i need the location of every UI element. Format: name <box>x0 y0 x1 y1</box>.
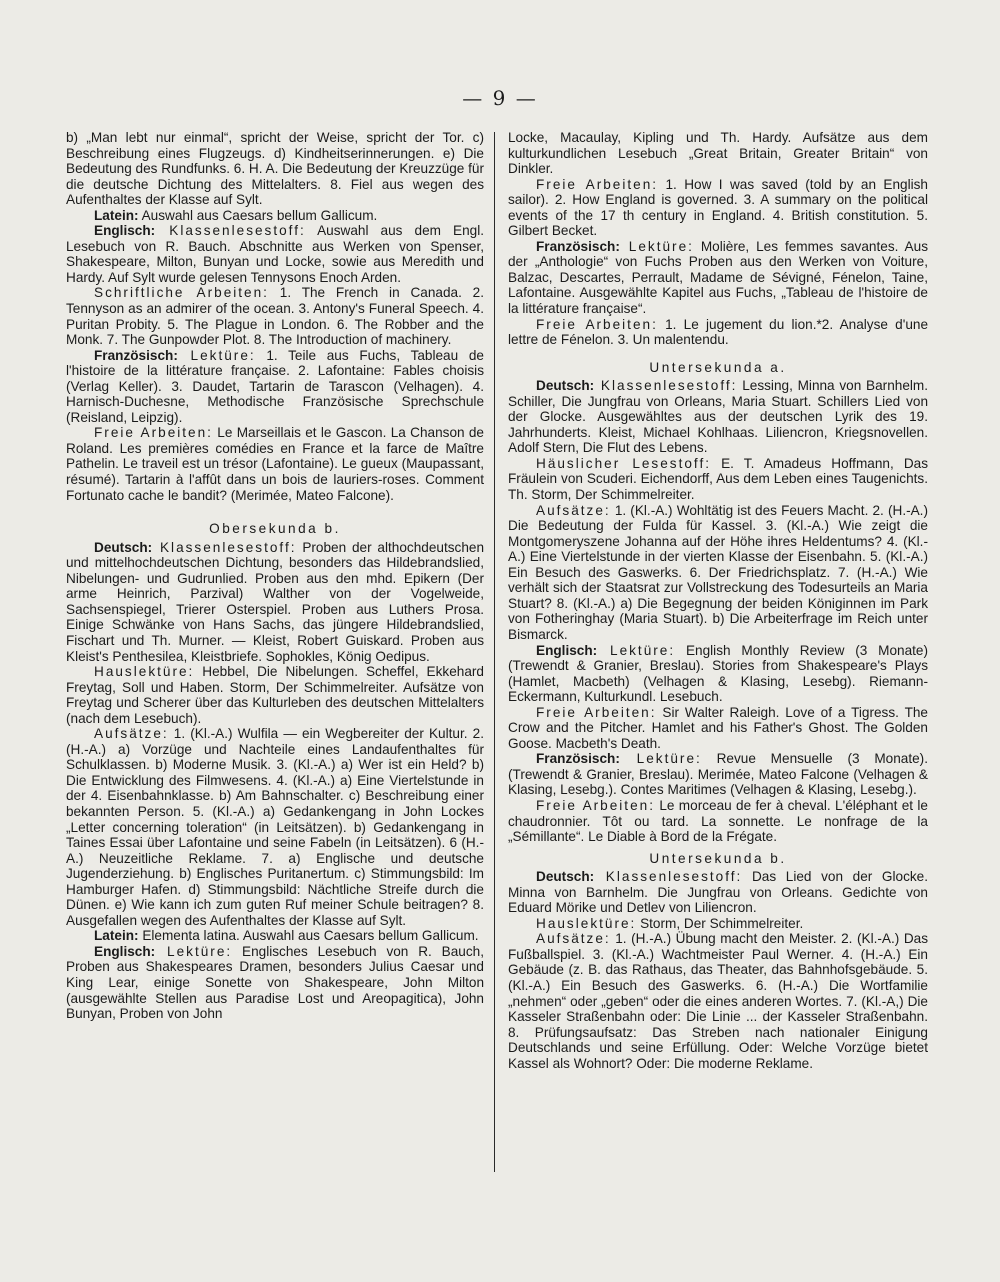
paragraph-text: Molière, Les femmes savantes. Aus der „Anthologie“ von Fuchs Proben aus den Werken von Voiture, Balzac, Descartes, Perrault, Madame de Sévigné, Fénelon, Taine, Lafontaine. Ausgewählte Kapitel aus Fuchs, „Tableau de l'histoire de la littérature française“. <box>508 238 928 317</box>
section-label: Freie Arbeiten: <box>536 704 657 720</box>
paragraph <box>66 928 484 944</box>
paragraph-text: Revue Mensuelle (3 Monate). (Trewendt & Granier, Breslau). Merimée, Mateo Falcone (Velhagen & Klasing, Lesebg.). Contes Maritimes (Velhagen & Klasing, Lesebg.). <box>508 751 928 798</box>
section-label: Klassenlesestoff: <box>152 539 297 555</box>
paragraph-text: 1. (H.-A.) Übung macht den Meister. 2. (Kl.-A.) Das Fußballspiel. 3. (Kl.-A.) Wachtmeister Paul Werner. 4. (H.-A.) Ein Gebäude (z. B. das Rathaus, das Theater, das Bahnhofsgebäude. 5. (Kl.-A.) Ein Besuch des Gaswerks. 6. (H.-A.) Die Wortfamilie „nehmen“ oder „geben“ oder die eines anderen Wortes. 7. (Kl.-A,) Die Kasseler Straßenbahn oder: Die Linie ... der Kasseler Straßenbahn. 8. Prüfungsaufsatz: Das Streben nach nationaler Einigung Deutschlands und seine Erfüllung. Oder: Welche Vorzüge bietet Kassel als Wohnort? Oder: Die moderne Reklame. <box>508 931 928 1071</box>
section-label: Häuslicher Lesestoff: <box>536 455 712 471</box>
section-label: Klassenlesestoff: <box>594 869 743 885</box>
paragraph-text: Proben der althochdeutschen und mittelhochdeutschen Dichtung, besonders das Hildebrandslied, Nibelungen- und Gudrunlied. Proben aus den mhd. Epikern (Der arme Heinrich, Parzival) Walther von der Vogelweide, Sachsenspiegel, Trierer Osterspiel. Proben aus Luthers Prosa. Einige Schwänke von Hans Sachs, das jüngere Hildebrandslied, Fischart und Th. Murner. — Kleist, Robert Guiskard. Proben aus Kleist's Penthesilea, Kleistbriefe. Sophokles, König Oedipus. <box>66 539 484 664</box>
paragraph-text: Auswahl aus dem Engl. Lesebuch von R. Bauch. Abschnitte aus Werken von Spenser, Shakespeare, Milton, Bunyan und Locke, sowie aus Meredith und Hardy. Auf Sylt wurde gelesen Tennysons Enoch Arden. <box>66 223 485 285</box>
paragraph <box>508 916 928 932</box>
section-label: Freie Arbeiten: <box>536 316 658 332</box>
paragraph <box>508 456 928 503</box>
paragraph-text: 1. How I was saved (told by an English sailor). 2. How England is governed. 3. A summary on the political events of the 17 th century in England. 4. British constitution. 5. Gilbert Becket. <box>508 176 928 239</box>
subject-label: Französisch: <box>536 238 620 254</box>
paragraph <box>66 664 484 726</box>
subject-label: Deutsch: <box>94 539 153 555</box>
paragraph-text: Elementa latina. Auswahl aus Caesars bellum Gallicum. <box>138 928 479 944</box>
paragraph <box>508 798 928 845</box>
paragraph <box>66 726 484 928</box>
section-label: Hauslektüre: <box>536 915 637 931</box>
paragraph-text: E. T. Amadeus Hoffmann, Das Fräulein von Scuderi. Eichendorff, Aus dem Leben eines Taugenichts. Th. Storm, Der Schimmelreiter. <box>508 455 928 503</box>
page-number: — 9 — <box>462 86 538 110</box>
subject-label: Englisch: <box>536 642 598 658</box>
paragraph <box>508 317 928 348</box>
paragraph <box>66 285 484 347</box>
section-label: Freie Arbeiten: <box>536 176 659 192</box>
paragraph-text: Le morceau de fer à cheval. L'éléphant et le chaudronnier. Tôt ou tard. La sonnette. Le nonfrage de la „Sémillante“. Le Diable à Bord de la Frégate. <box>508 797 928 845</box>
paragraph <box>66 348 484 426</box>
section-label: Schriftliche Arbeiten: <box>94 285 269 301</box>
section-label: Lektüre: <box>619 751 702 767</box>
paragraph <box>508 503 928 643</box>
section-label: Lektüre: <box>619 238 694 254</box>
paragraph <box>508 705 928 752</box>
paragraph-text: Lessing, Minna von Barnhelm. Schiller, Die Jungfrau von Orleans, Maria Stuart. Schillers Lied von der Glocke. Ausgewähltes aus der deutschen Lyrik des 19. Jahrhunderts. Kleist, Michael Kohlhaas. Liliencron, Kriegsnovellen. Adolf Stern, Die Flut des Lebens. <box>508 378 929 456</box>
section-label: Freie Arbeiten: <box>536 797 655 813</box>
paragraph <box>66 944 484 1022</box>
paragraph-text: Le Marseillais et le Gascon. La Chanson de Roland. Les premières comédies en France et la farce de Maître Pathelin. Le traveil est un trésor (Lafontaine). Le gueux (Maupassant, résumé). Tartarin à l'affût dans un bois de lauriers-roses. Comment Fortunato cache le bandit? (Merimée, Mateo Falcone). <box>66 425 484 503</box>
section-label: Aufsätze: <box>536 502 611 518</box>
class-heading: Untersekunda b. <box>649 850 787 866</box>
paragraph <box>508 751 928 798</box>
subject-label: Deutsch: <box>536 378 595 394</box>
section-label: Hauslektüre: <box>94 664 195 680</box>
paragraph <box>508 643 928 705</box>
right-column <box>508 130 928 1071</box>
paragraph-text: 1. Teile aus Fuchs, Tableau de l'histoire de la littérature française. 2. Lafontaine: Fables choisis (Verlag Keller). 3. Daudet, Tartarin de Tarascon (Velhagen). 4. Harnisch-Duchesne, Methodische Französische Sprechschule (Reisland, Leipzig). <box>66 347 484 425</box>
paragraph-text: 1. (Kl.-A.) Wulfila — ein Wegbereiter der Kultur. 2. (H.-A.) a) Vorzüge und Nachteile eines Landaufenthaltes für Schulklassen. b) Moderne Musik. 3. (Kl.-A.) a) Wer ist ein Held? b) Die Entwicklung des Filmwesens. 4. (Kl.-A.) a) Eine Viertelstunde in der 4. Eisenbahnklasse. b) Am Bahnschalter. c) Beschreibung einer bekannten Person. 5. (Kl.-A.) a) Gedankengang in John Lockes „Letter concerning toleration“ (in Leitsätzen). b) Gedankengang in Taines Essai über Lafontaine und seine Fabeln (in Leitsätzen). 6 (H.-A.) Neuzeitliche Reklame. 7. a) Englische und deutsche Jugenderziehung. b) Englisches Puritanertum. c) Stimmungsbild: Im Hamburger Hafen. d) Stimmungsbild: Nächtliche Streife durch die Dünen. e) Wie kann ich zum guten Ruf meiner Schule beitragen? 8. Ausgefallen wegen des Aufenthaltes der Klasse auf Sylt. <box>66 726 484 928</box>
section-label: Freie Arbeiten: <box>94 425 213 441</box>
subject-label: Latein: <box>94 928 139 944</box>
subject-label: Latein: <box>94 207 139 223</box>
paragraph <box>66 540 484 664</box>
subject-label: Englisch: <box>94 943 156 959</box>
left-column <box>66 130 484 1022</box>
paragraph <box>508 869 928 916</box>
subject-label: Deutsch: <box>536 869 595 885</box>
paragraph <box>508 239 928 317</box>
paragraph-text: 1. Le jugement du lion.*2. Analyse d'une lettre de Fénelon. 3. Un malentendu. <box>508 316 929 348</box>
paragraph <box>508 177 928 239</box>
paragraph-text: English Monthly Review (3 Monate) (Trewendt & Granier, Breslau). Stories from Shakespeare's Plays (Hamlet, Macbeth) (Velhagen & Klasing, Lesebg). Riemann-Eckermann, Kulturkundl. Lesebuch. <box>508 642 928 705</box>
paragraph-text: 1. (Kl.-A.) Wohltätig ist des Feuers Macht. 2. (H.-A.) Die Bedeutung der Fulda für Kassel. 3. (Kl.-A.) Wie zeigt die Montgomeryszene Johanna auf der Höhe ihres Heldentums? 4. (Kl.-A.) Eine Viertelstunde in der vierten Klasse der Eisenbahn. 5. (Kl.-A.) Ein Besuch des Gaswerks. 6. Der Friedrichsplatz. 7. (H.-A.) Wie verhält sich der Staatsrat zur Vollstreckung des Todesurteils an Maria Stuart? 8. (Kl.-A.) a) Die Begegnung der beiden Königinnen im Park von Fotheringhay (Maria Stuart). b) Die Arbeiterfrage im Reich unter Bismarck. <box>508 502 928 642</box>
paragraph <box>66 208 484 224</box>
subject-label: Englisch: <box>94 223 156 239</box>
paragraph-text: Sir Walter Raleigh. Love of a Tigress. The Crow and the Pitcher. Hamlet and his Father's Ghost. The Golden Goose. Macbeth's Death. <box>508 704 928 751</box>
paragraph <box>66 223 484 285</box>
paragraph-text: Englisches Lesebuch von R. Bauch, Proben aus Shakespeares Dramen, besonders Julius Caesar und King Lear, einige Sonette von Shakespeare, John Milton (ausgewählte Stellen aus Paradise Lost und Areopagitica), John Bunyan, Proben von John <box>66 943 484 1022</box>
paragraph-text: Hebbel, Die Nibelungen. Scheffel, Ekkehard Freytag, Soll und Haben. Storm, Der Schimmelreiter. Aufsätze von Freytag und Scherer über das Kulturleben des deutschen Mittelalters (nach dem Lesebuch). <box>66 664 484 726</box>
paragraph: Locke, Macaulay, Kipling und Th. Hardy. Aufsätze aus dem kulturkundlichen Lesebuch „Great Britain, Greater Britain“ von Dinkler. <box>508 130 928 177</box>
paragraph: b) „Man lebt nur einmal“, spricht der Weise, spricht der Tor. c) Beschreibung eines Flugzeugs. d) Kindheitserinnerungen. e) Die Bedeutung des Rundfunks. 6. H. A. Die Bedeutung der Kreuzzüge für die deutsche Dichtung des Mittelalters. 8. Fiel aus wegen des Aufenthaltes der Klasse auf Sylt. <box>66 130 484 208</box>
paragraph-text: 1. The French in Canada. 2. Tennyson as an admirer of the ocean. 3. Antony's Funeral Speech. 4. Puritan Probity. 5. The Plague in London. 6. The Robber and the Monk. 7. The Gunpowder Plot. 8. The Introduction of machinery. <box>66 285 485 348</box>
column-divider <box>494 132 495 1172</box>
section-label: Klassenlesestoff: <box>594 378 738 394</box>
paragraph <box>508 931 928 1071</box>
paragraph <box>66 425 484 503</box>
class-heading: Obersekunda b. <box>209 521 341 537</box>
class-heading: Untersekunda a. <box>649 359 787 375</box>
section-label: Aufsätze: <box>536 931 611 947</box>
paragraph-text: Das Lied von der Glocke. Minna von Barnhelm. Die Jungfrau von Orleans. Gedichte von Eduard Mörike und Detlev von Liliencron. <box>508 869 928 916</box>
section-label: Aufsätze: <box>94 726 169 742</box>
subject-label: Französisch: <box>536 751 620 767</box>
section-label: Lektüre: <box>155 943 233 959</box>
section-label: Klassenlesestoff: <box>155 223 306 239</box>
section-label: Lektüre: <box>597 642 676 658</box>
paragraph <box>508 378 928 456</box>
paragraph-text: Auswahl aus Caesars bellum Gallicum. <box>138 207 378 223</box>
section-label: Lektüre: <box>177 347 256 363</box>
subject-label: Französisch: <box>94 347 178 363</box>
paragraph-text: Storm, Der Schimmelreiter. <box>636 915 804 931</box>
